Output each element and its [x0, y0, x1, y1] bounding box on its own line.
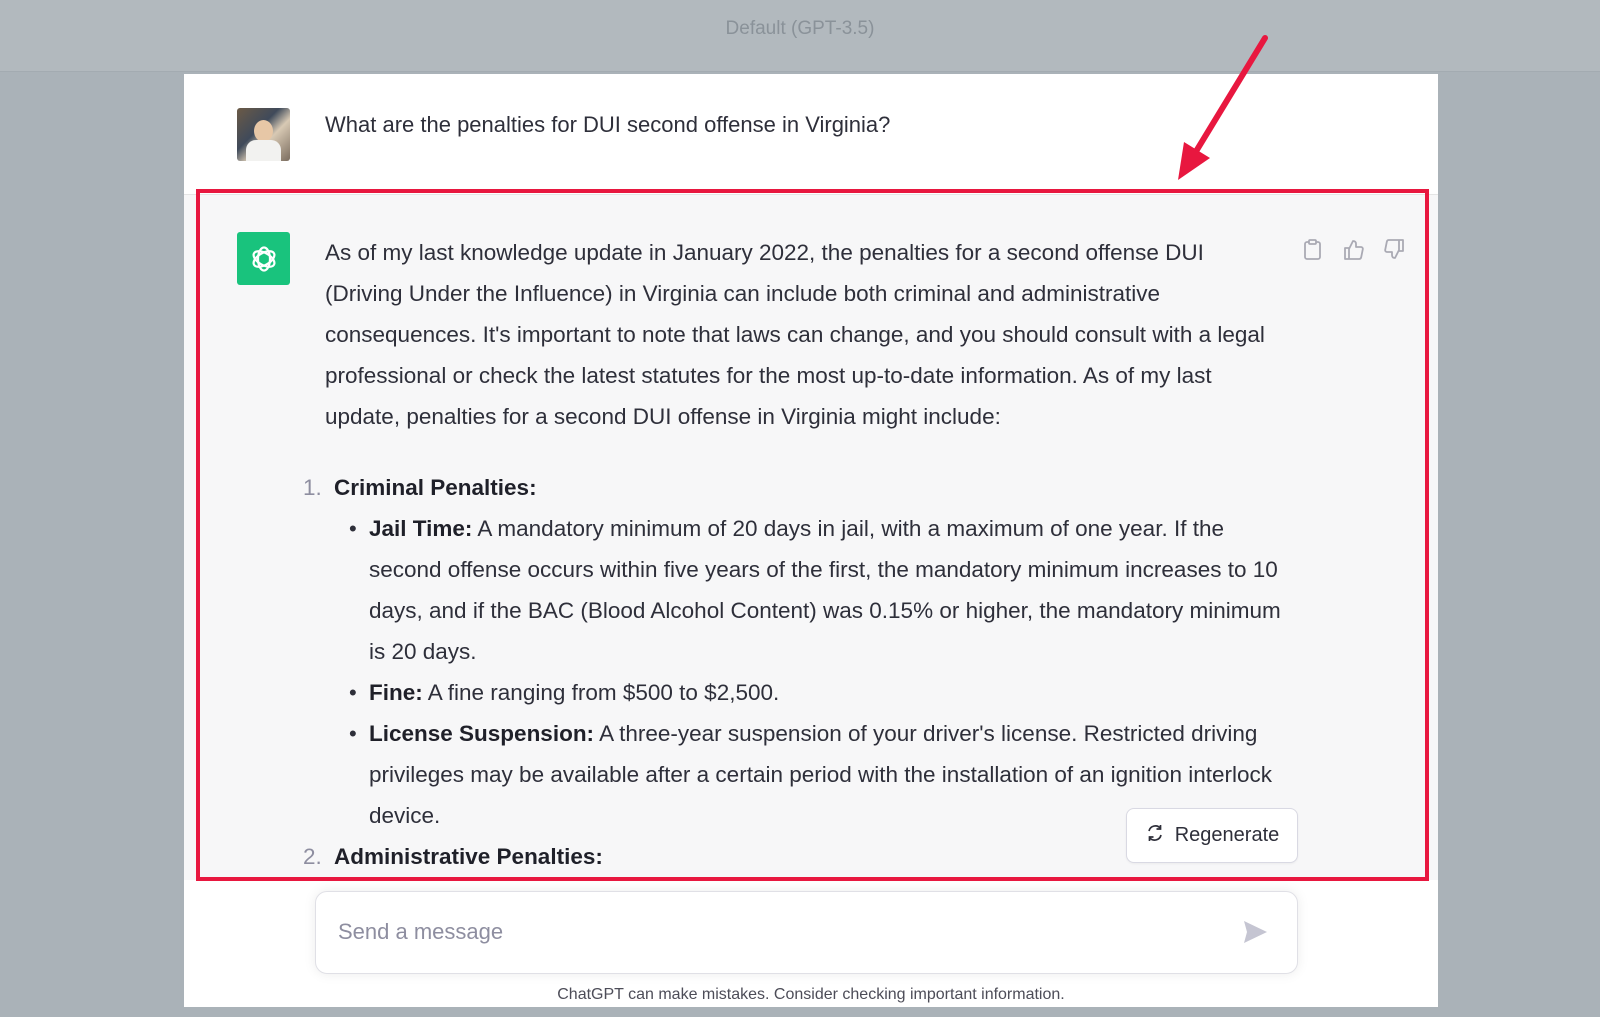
- send-icon[interactable]: [1239, 916, 1271, 948]
- user-message-text: What are the penalties for DUI second offense in Virginia?: [325, 112, 891, 137]
- bullet-text: A fine ranging from $500 to $2,500.: [422, 680, 780, 705]
- section-title: Administrative Penalties:: [334, 844, 603, 869]
- footer-disclaimer: ChatGPT can make mistakes. Consider checking important information.: [557, 986, 1065, 1003]
- message-input[interactable]: [338, 912, 1218, 952]
- bullet-item: • Fine: A fine ranging from $500 to $2,500.: [349, 680, 780, 705]
- message-composer: [315, 891, 1298, 974]
- model-label[interactable]: Default (GPT-3.5): [725, 18, 875, 39]
- bullet-label: License Suspension:: [369, 721, 595, 746]
- right-backdrop: [1438, 72, 1600, 1017]
- bullet-item: • Jail Time: A mandatory minimum of 20 days in jail, with a maximum of one year. If the second offense occurs within five years of the first, the mandatory minimum increases to 10 days, and if the BAC (Blood Alcohol Content) was 0.15% or higher, the mandatory minimum is 20 days.: [349, 516, 1281, 664]
- assistant-answer: [325, 232, 1287, 467]
- assistant-intro: As of my last knowledge update in January 2022, the penalties for a second offense DUI (Driving Under the Influence) in Virginia can include both criminal and administrative consequences. It's important to note that laws can change, and you should consult with a legal professional or check the latest statutes for the most up-to-date information. As of my last update, penalties for a second DUI offense in Virginia might include:: [325, 240, 1265, 429]
- top-bar: [0, 0, 1600, 72]
- user-avatar: [237, 108, 290, 161]
- refresh-icon: [1145, 823, 1165, 849]
- bullet-label: Jail Time:: [369, 516, 473, 541]
- bullet-text: A mandatory minimum of 20 days in jail, with a maximum of one year. If the second offense occurs within five years of the first, the mandatory minimum increases to 10 days, and if the BAC (Blood Alcohol Content) was 0.15% or higher, the mandatory minimum is 20 days.: [369, 516, 1281, 664]
- list-item: [303, 467, 1293, 836]
- bullet-list: [334, 508, 1293, 836]
- list-number: 2.: [303, 844, 322, 869]
- regenerate-label: Regenerate: [1174, 824, 1280, 846]
- bullet-text: A three-year suspension of your driver's license. Restricted driving privileges may be available after a certain period with the installation of an ignition interlock device.: [369, 721, 1272, 828]
- bullet-item: • License Suspension: A three-year suspension of your driver's license. Restricted driving privileges may be available after a certain period with the installation of an ignition interlock device.: [349, 721, 1272, 828]
- bullet-label: Fine:: [369, 680, 423, 705]
- section-title: Criminal Penalties:: [334, 475, 537, 500]
- regenerate-button[interactable]: [1126, 808, 1298, 863]
- left-backdrop: [0, 72, 184, 1017]
- assistant-content-clip: [184, 194, 1438, 872]
- list-number: 1.: [303, 475, 322, 500]
